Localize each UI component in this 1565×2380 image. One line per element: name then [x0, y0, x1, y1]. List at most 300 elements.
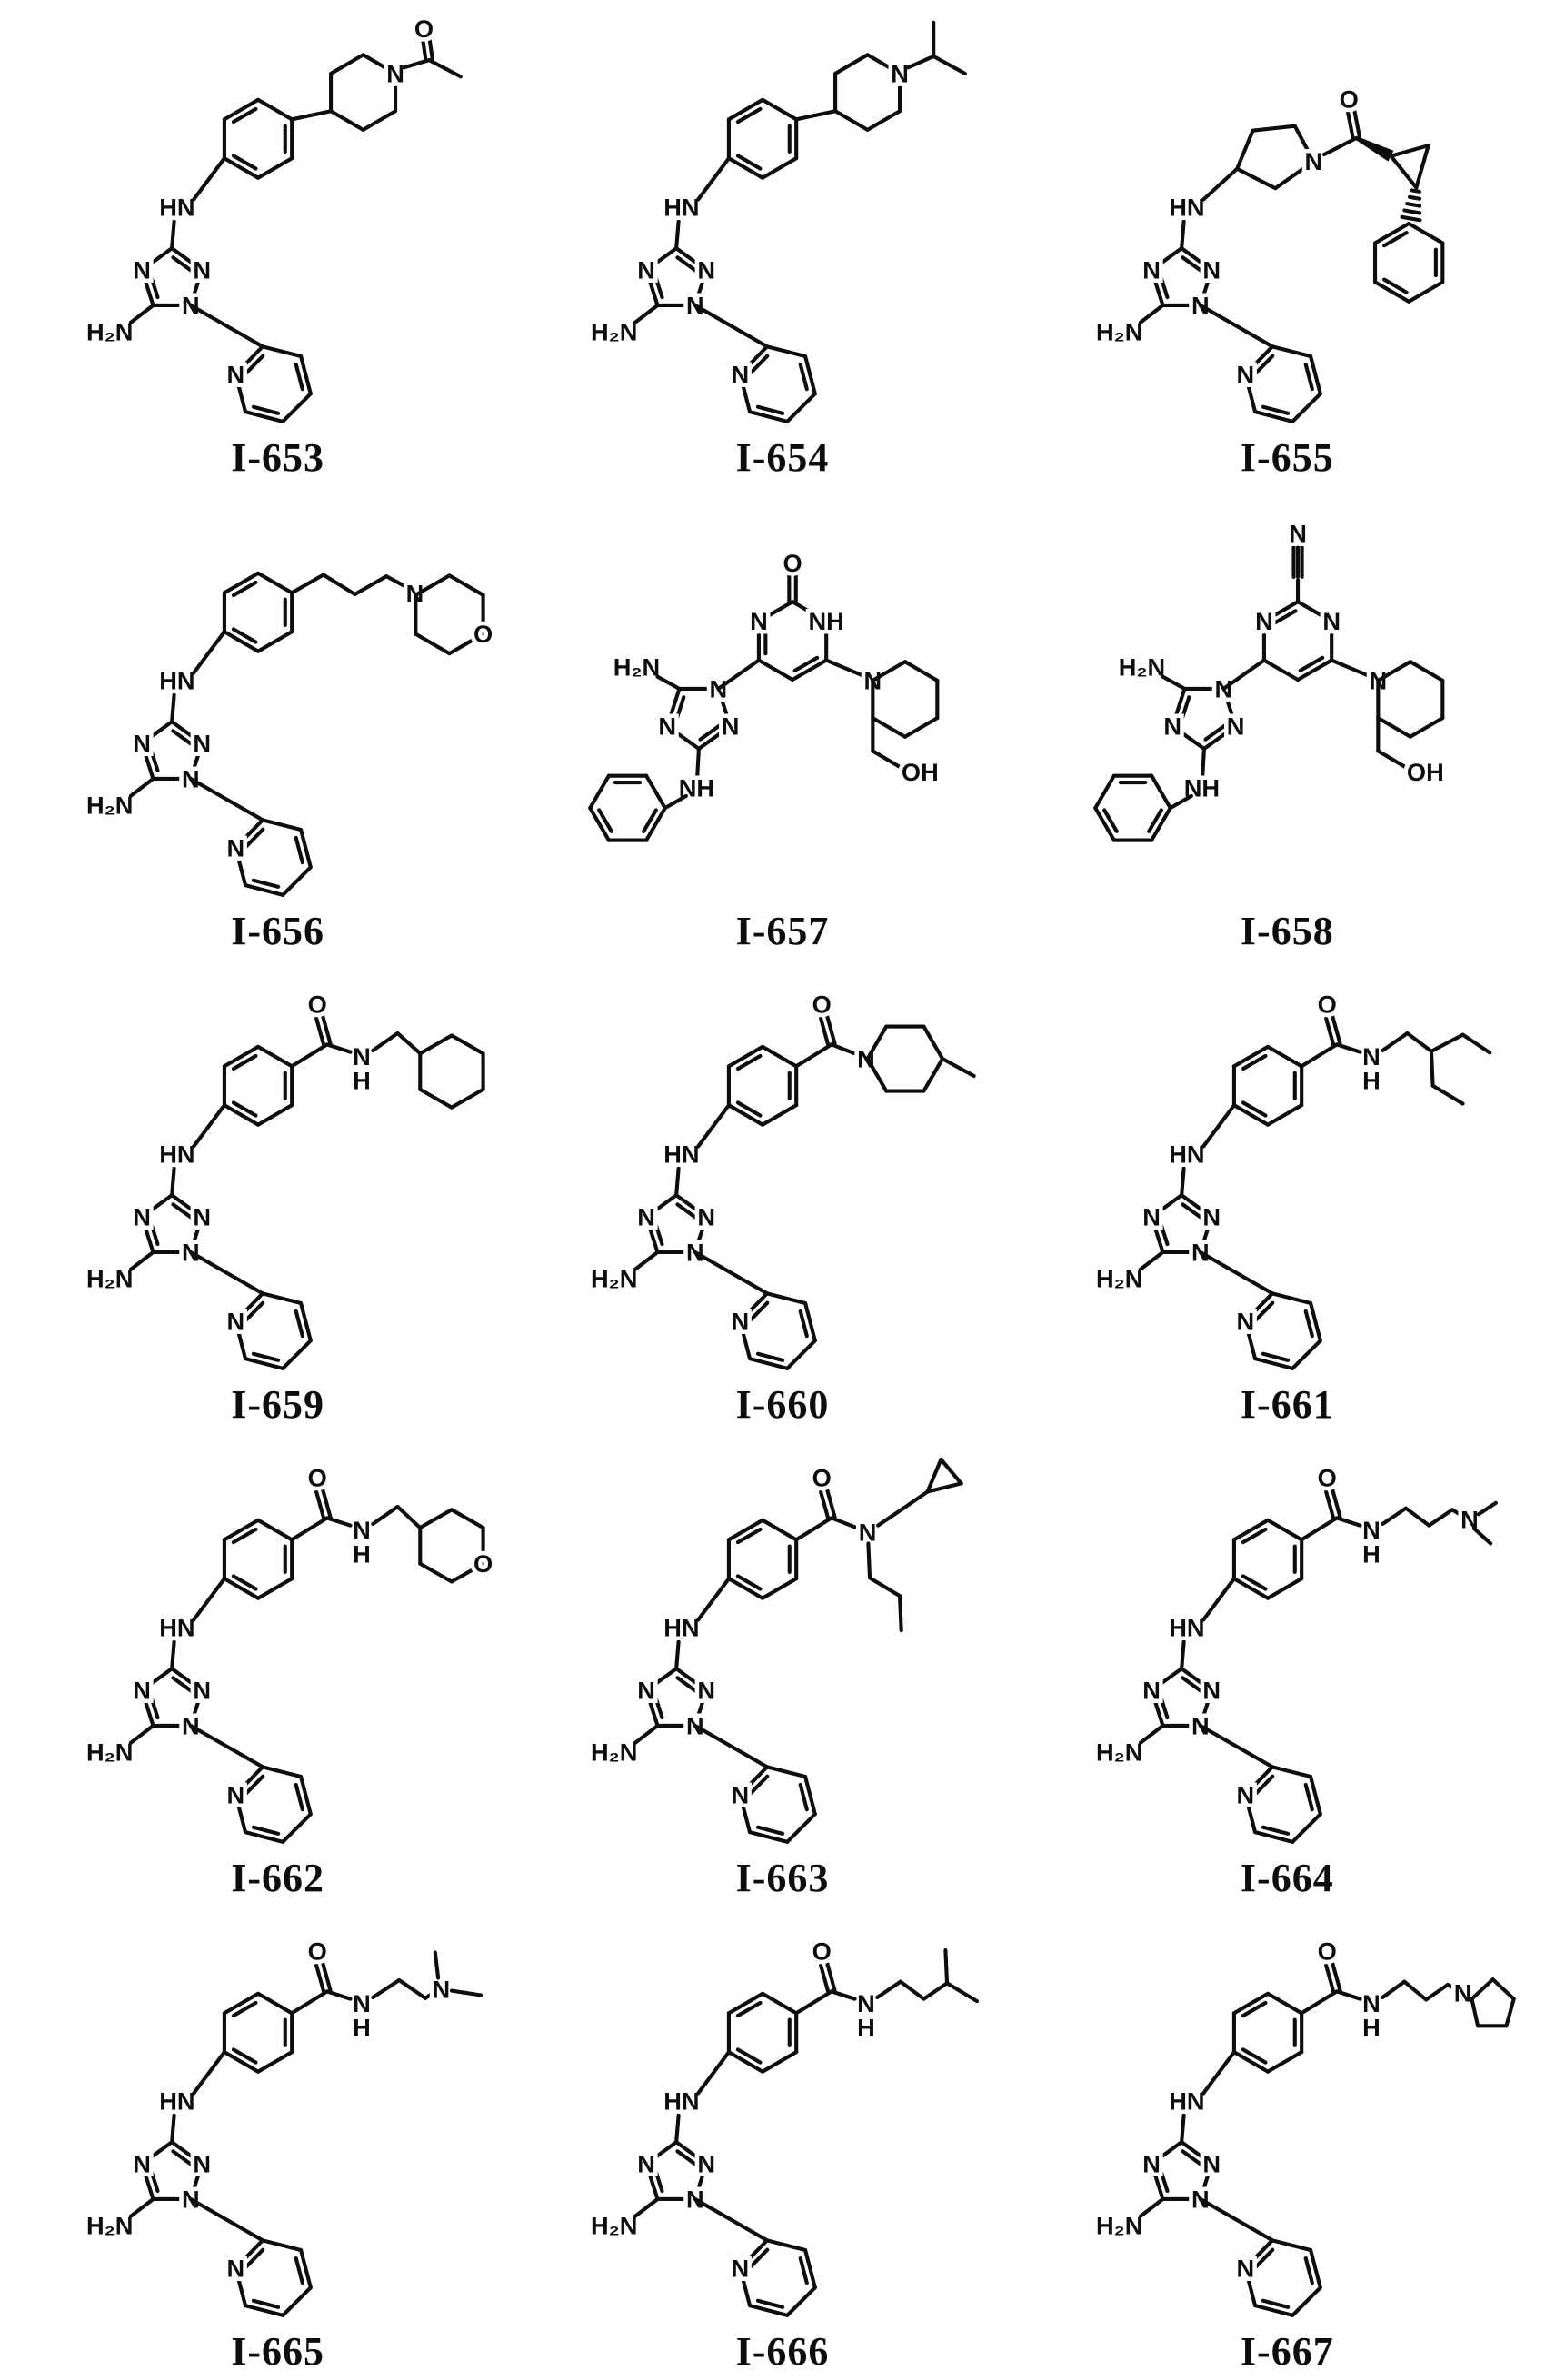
bond	[1409, 282, 1442, 301]
bond	[801, 1785, 807, 1809]
atom-label-n: N	[686, 2185, 705, 2214]
bond	[1268, 1047, 1301, 1066]
atom-label-n: N	[182, 1711, 200, 1740]
bond	[1462, 1035, 1490, 1053]
bond	[763, 1578, 797, 1598]
atom-label-h2n: H₂N	[613, 652, 661, 682]
atom-label-n: N	[133, 729, 152, 758]
bond	[758, 407, 782, 413]
bond	[647, 776, 666, 808]
bond	[398, 1033, 421, 1053]
atom-label-n: N	[1202, 2149, 1221, 2178]
compound-label: I-654	[735, 435, 830, 480]
atom-label-h: H	[353, 2013, 371, 2042]
atom-label-n: N	[1236, 2254, 1254, 2283]
bond	[801, 364, 807, 389]
structure-I-664	[1058, 1433, 1517, 1855]
bond	[258, 2052, 292, 2071]
bond	[194, 158, 224, 199]
bond	[946, 1950, 948, 1983]
atom-label-o: O	[414, 14, 434, 43]
atom-label-n: N	[1202, 255, 1221, 284]
bond	[1171, 796, 1191, 808]
atom-label-n: N	[182, 764, 200, 793]
bond	[245, 2250, 264, 2268]
atom-label-n: N	[1453, 1978, 1472, 2007]
atom-label-o: O	[307, 1937, 327, 1966]
structure-I-666	[553, 1907, 1012, 2328]
bond	[788, 1340, 816, 1369]
atom-label-n: N	[731, 360, 750, 389]
structure-I-654	[553, 13, 1012, 434]
bond	[423, 40, 425, 61]
bond	[1337, 1991, 1361, 1998]
atom-label-n: N	[1142, 2149, 1161, 2178]
bond	[924, 1027, 943, 1059]
atom-label-h2n: H₂N	[1118, 652, 1165, 682]
bond	[665, 796, 686, 808]
bond	[420, 1035, 452, 1053]
bond	[635, 1726, 658, 1743]
bond	[258, 1047, 292, 1066]
compound-label: I-657	[735, 909, 830, 953]
bond	[283, 1814, 311, 1842]
atom-label-o: O	[1339, 85, 1359, 114]
molecule-drawing	[86, 990, 483, 1369]
bond	[194, 632, 224, 672]
structure-I-653	[48, 13, 507, 434]
compound-figure	[530, 13, 1034, 486]
bond	[191, 779, 263, 820]
bond	[254, 407, 278, 413]
atom-label-hn: HN	[1169, 2086, 1205, 2116]
atom-label-n: N	[710, 674, 728, 703]
bond	[1264, 661, 1298, 680]
compound-figure	[1035, 1433, 1540, 1907]
atom-label-n: N	[686, 1711, 705, 1740]
bond	[1272, 346, 1311, 356]
atom-label-h2n: H₂N	[591, 317, 638, 346]
bond	[131, 779, 154, 796]
bond	[1306, 1785, 1312, 1809]
bond	[1410, 197, 1420, 199]
bond	[1292, 1340, 1321, 1369]
bond	[1391, 156, 1416, 188]
bond	[263, 820, 301, 830]
bond	[699, 158, 730, 199]
atom-label-h: H	[1361, 2013, 1381, 2042]
bond	[904, 1491, 928, 1508]
bond	[327, 1991, 351, 1998]
atom-label-hn: HN	[1169, 1613, 1205, 1642]
molecule-drawing	[591, 1459, 962, 1842]
bond	[1382, 1982, 1404, 1997]
atom-label-h2n: H₂N	[1095, 1264, 1143, 1293]
bond	[1391, 145, 1428, 156]
atom-label-n: N	[1361, 1042, 1381, 1071]
bond	[450, 575, 483, 594]
molecule-drawing	[591, 549, 939, 841]
bond	[1095, 776, 1114, 808]
compound-figure	[1035, 486, 1540, 960]
bond	[758, 1354, 782, 1360]
atom-label-n: N	[1226, 712, 1245, 741]
atom-label-h2n: H₂N	[1095, 317, 1143, 346]
bond	[1203, 1105, 1234, 1146]
atom-label-h: H	[1361, 1539, 1381, 1568]
atom-label-n: N	[386, 59, 405, 88]
bond	[373, 1033, 397, 1051]
compound-label: I-662	[231, 1856, 325, 1900]
compound-figure	[25, 1433, 530, 1907]
bond	[386, 576, 405, 587]
atom-label-o: O	[812, 1463, 832, 1492]
atom-label-h2n: H₂N	[591, 2211, 638, 2240]
bond	[878, 1982, 902, 1997]
bond	[258, 158, 292, 177]
bond	[1471, 1979, 1492, 1998]
bond	[658, 677, 680, 689]
bond	[767, 1293, 805, 1303]
bond	[258, 1578, 292, 1598]
bond	[788, 393, 816, 422]
compound-label: I-664	[1240, 1856, 1334, 1900]
bond	[1272, 1767, 1311, 1777]
molecule-drawing	[86, 573, 493, 895]
bond	[1492, 1979, 1513, 1998]
compound-label: I-663	[735, 1856, 830, 1900]
bond	[909, 56, 934, 67]
molecule-drawing	[1096, 990, 1490, 1369]
bond	[172, 1642, 174, 1669]
bond	[1292, 2287, 1321, 2315]
bond	[1181, 1642, 1183, 1669]
bond	[191, 1726, 263, 1767]
atom-label-h2n: H₂N	[86, 2211, 134, 2240]
bond	[928, 1459, 942, 1491]
bond	[131, 305, 154, 323]
bond	[194, 1105, 224, 1146]
bond	[677, 1169, 679, 1196]
bond	[942, 1459, 962, 1483]
wedge-bond	[1355, 136, 1393, 161]
bond	[635, 2199, 658, 2216]
bond	[924, 1059, 943, 1090]
compound-figure	[530, 1907, 1034, 2380]
bond	[832, 1518, 855, 1527]
bond	[194, 1578, 224, 1619]
bond	[827, 661, 864, 676]
bond	[763, 100, 797, 119]
atom-label-n: N	[226, 1307, 245, 1336]
atom-label-h2n: H₂N	[86, 317, 134, 346]
atom-label-n: N	[182, 1238, 200, 1267]
bond	[759, 661, 792, 680]
atom-label-n: N	[658, 712, 677, 741]
atom-label-nh: NH	[1183, 773, 1220, 802]
bond	[296, 364, 303, 389]
bond	[1263, 407, 1288, 413]
atom-label-nh: NH	[809, 607, 845, 636]
atom-label-h: H	[353, 1539, 371, 1568]
atom-label-n: N	[1369, 666, 1387, 695]
bond	[1237, 169, 1275, 188]
bond	[331, 111, 363, 130]
compound-label: I-653	[231, 435, 325, 480]
atom-label-n: N	[1142, 1676, 1161, 1705]
bond	[1201, 2199, 1272, 2240]
bond	[245, 356, 264, 374]
bond	[1407, 1033, 1430, 1051]
atom-label-h2n: H₂N	[591, 1264, 638, 1293]
atom-label-n: N	[353, 1516, 371, 1545]
atom-label-n: N	[1142, 255, 1161, 284]
bond	[1324, 138, 1356, 154]
atom-label-oh: OH	[1406, 758, 1444, 787]
molecule-drawing	[591, 990, 974, 1369]
bond	[763, 1047, 797, 1066]
bond	[750, 2250, 768, 2268]
bond	[801, 1311, 807, 1336]
bond	[698, 749, 700, 776]
atom-label-n: N	[193, 255, 212, 284]
atom-label-n: N	[1191, 1711, 1210, 1740]
bond	[1301, 1991, 1337, 2013]
atom-label-n: N	[1191, 1238, 1210, 1267]
bond	[1201, 1726, 1272, 1767]
atom-label-n: N	[1163, 712, 1181, 741]
molecule-drawing	[591, 23, 965, 422]
bond	[292, 1991, 327, 2013]
atom-label-hn: HN	[663, 1613, 701, 1642]
bond	[324, 574, 355, 593]
bond	[258, 1994, 292, 2013]
atom-label-n: N	[697, 2149, 716, 2178]
atom-label-n: N	[731, 2254, 750, 2283]
atom-label-n: N	[731, 1780, 750, 1809]
bond	[871, 1578, 901, 1596]
bond	[1474, 1529, 1490, 1544]
bond	[420, 1509, 452, 1528]
molecule-drawing	[1096, 1463, 1496, 1842]
atom-label-n: N	[226, 2254, 245, 2283]
bond	[452, 1035, 483, 1053]
structure-I-667	[1058, 1907, 1517, 2328]
bond	[1306, 364, 1312, 389]
atom-label-n: N	[133, 2149, 152, 2178]
bond	[832, 1991, 855, 1998]
bond	[245, 830, 264, 848]
bond	[767, 2240, 805, 2250]
atom-label-n: N	[182, 2185, 200, 2214]
atom-label-h2n: H₂N	[1095, 1738, 1143, 1767]
bond	[452, 1090, 483, 1108]
bond	[1181, 222, 1183, 249]
bond	[763, 2052, 797, 2071]
bond	[1162, 677, 1184, 689]
atom-label-n: N	[750, 607, 769, 636]
atom-label-n: N	[133, 1676, 152, 1705]
bond	[254, 1354, 278, 1360]
bond	[901, 1982, 924, 1999]
atom-label-n: N	[1322, 607, 1341, 636]
atom-label-n: N	[1236, 360, 1254, 389]
atom-label-n: N	[182, 291, 200, 320]
bond	[1416, 145, 1428, 187]
bond	[296, 2258, 303, 2283]
structure-I-663	[553, 1433, 1012, 1855]
bond	[364, 111, 395, 130]
bond	[763, 1994, 797, 2013]
atom-label-h2n: H₂N	[86, 1264, 134, 1293]
atom-label-n: N	[686, 1238, 705, 1267]
bond	[1378, 718, 1410, 737]
bond	[283, 1340, 311, 1369]
atom-label-n: N	[859, 1518, 877, 1547]
atom-label-nh: NH	[679, 773, 715, 802]
bond	[263, 346, 301, 356]
bond	[452, 1991, 481, 1996]
bond	[327, 1044, 351, 1051]
molecule-drawing	[591, 1937, 977, 2315]
bond	[1378, 751, 1407, 768]
compound-figure	[530, 1433, 1034, 1907]
bond	[1254, 2250, 1272, 2268]
bond	[905, 662, 937, 681]
bond	[415, 634, 449, 653]
atom-label-hn: HN	[663, 1140, 701, 1169]
bond	[1409, 224, 1442, 243]
bond	[296, 1311, 303, 1336]
bond	[1254, 1777, 1272, 1795]
compound-label: I-660	[735, 1382, 830, 1427]
bond	[1410, 718, 1442, 737]
bond	[1202, 749, 1204, 776]
bond	[934, 56, 966, 74]
bond	[699, 1105, 730, 1146]
bond	[924, 1983, 948, 1998]
bond	[296, 838, 303, 862]
bond	[901, 1596, 902, 1630]
bond	[695, 1252, 767, 1293]
bond	[131, 1252, 154, 1270]
bond	[191, 2199, 263, 2240]
bond	[327, 1518, 351, 1525]
compound-figure	[1035, 960, 1540, 1433]
atom-label-n: N	[193, 2149, 212, 2178]
bond	[131, 2199, 154, 2216]
atom-label-n: N	[637, 255, 656, 284]
bond	[1151, 776, 1171, 808]
bond	[868, 1059, 887, 1090]
molecule-drawing	[86, 1937, 481, 2315]
atom-label-hn: HN	[159, 193, 195, 222]
atom-label-n: N	[1460, 1505, 1479, 1534]
atom-label-n: N	[193, 729, 212, 758]
structure-I-657	[553, 486, 1012, 908]
bond	[797, 1991, 832, 2013]
atom-label-n: N	[353, 1042, 371, 1071]
compound-figure	[25, 1907, 530, 2380]
bond	[1431, 1051, 1433, 1086]
atom-label-n: N	[133, 255, 152, 284]
bond	[695, 2199, 767, 2240]
atom-label-o: O	[812, 1937, 832, 1966]
bond	[1252, 126, 1294, 131]
atom-label-hn: HN	[159, 2086, 195, 2116]
atom-label-n: N	[857, 1044, 876, 1073]
atom-label-n: N	[1236, 1307, 1254, 1336]
bond	[1201, 1252, 1272, 1293]
atom-label-n: N	[193, 1676, 212, 1705]
bond	[172, 222, 174, 249]
bond	[1203, 2052, 1234, 2093]
atom-label-n: N	[697, 1676, 716, 1705]
bond	[1479, 1503, 1496, 1514]
bond	[699, 2052, 730, 2093]
atom-label-o: O	[812, 990, 832, 1019]
bond	[1301, 1044, 1337, 1066]
bond	[1237, 131, 1252, 169]
atom-label-h: H	[1361, 1066, 1381, 1095]
atom-label-n: N	[353, 1989, 371, 2018]
atom-label-o: O	[1317, 1937, 1337, 1966]
atom-label-n: N	[1236, 1780, 1254, 1809]
atom-label-hn: HN	[159, 666, 195, 695]
atom-label-hn: HN	[663, 193, 701, 222]
bond	[591, 776, 610, 808]
bond	[635, 305, 658, 323]
atom-label-n: N	[686, 291, 705, 320]
bond	[1201, 305, 1272, 346]
atom-label-o: O	[782, 548, 803, 577]
atom-label-n: N	[1202, 1202, 1221, 1231]
atom-label-hn: HN	[1169, 193, 1205, 222]
bond	[399, 1980, 425, 1998]
bond	[429, 60, 461, 76]
bond	[1306, 2258, 1312, 2283]
compound-figure	[530, 960, 1034, 1433]
bond	[767, 346, 805, 356]
bond	[1268, 1105, 1301, 1124]
bond	[1404, 1982, 1426, 2000]
bond	[695, 1726, 767, 1767]
bond	[869, 1543, 871, 1578]
bond	[767, 1767, 805, 1777]
atom-label-h2n: H₂N	[591, 1738, 638, 1767]
bond	[868, 1027, 887, 1059]
bond	[1301, 1518, 1337, 1539]
bond	[1141, 1726, 1163, 1743]
compound-label: I-665	[231, 2329, 325, 2374]
bond	[1141, 1252, 1163, 1270]
compound-label: I-656	[231, 909, 325, 953]
bond	[836, 111, 868, 130]
bond	[943, 1059, 975, 1076]
atom-label-hn: HN	[1169, 1140, 1205, 1169]
bond	[1268, 2052, 1301, 2071]
bond	[283, 2287, 311, 2315]
bond	[788, 2287, 816, 2315]
atom-label-n: N	[1202, 1676, 1221, 1705]
atom-label-n: N	[432, 1975, 451, 2004]
bond	[258, 100, 292, 119]
bond	[695, 305, 767, 346]
bond	[677, 2116, 679, 2143]
bond	[1306, 1311, 1312, 1336]
bond	[1254, 1303, 1272, 1321]
compound-label: I-661	[1240, 1382, 1334, 1427]
